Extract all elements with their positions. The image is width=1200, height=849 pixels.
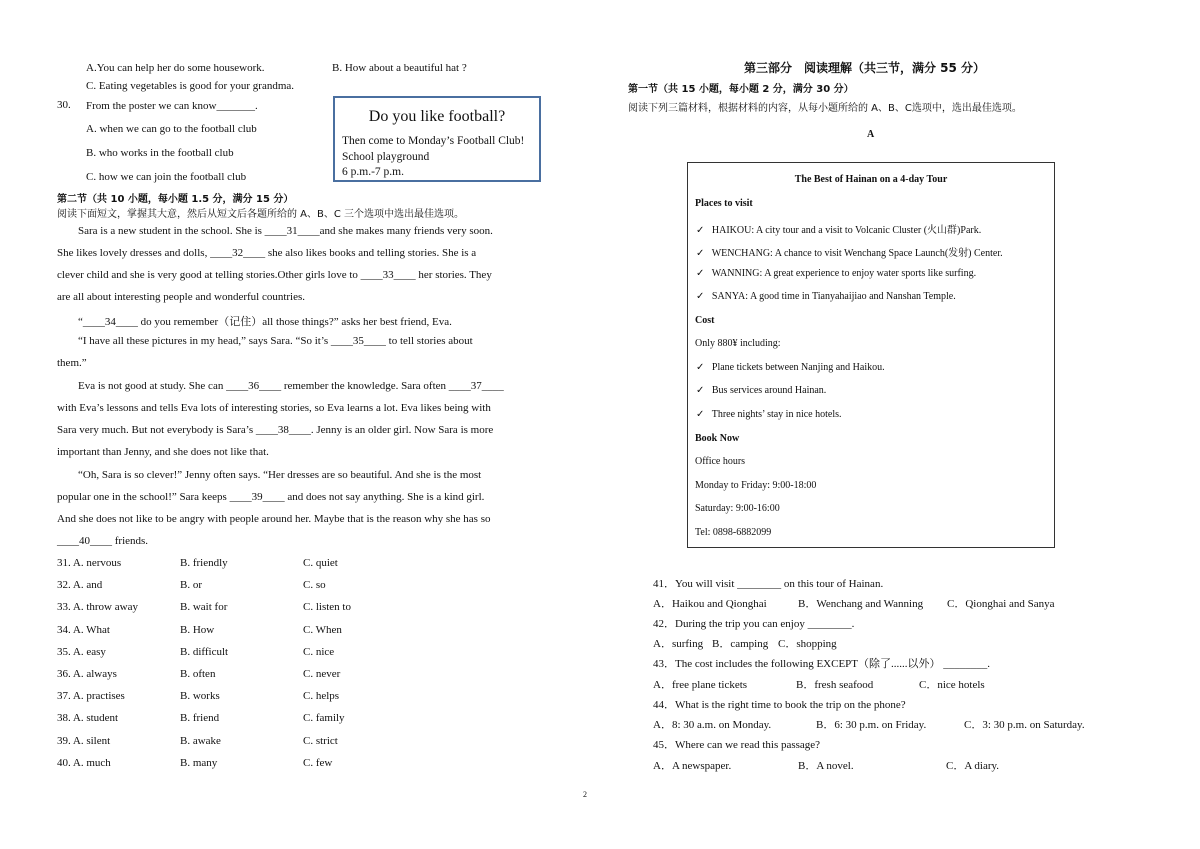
- option-c: C. nice: [303, 646, 335, 658]
- option-a: 37. A. practises: [57, 690, 125, 702]
- place-item: ✓ WANNING: A great experience to enjoy water sports like surfing.: [696, 268, 977, 279]
- question-option-c: C．3: 30 p.m. on Saturday.: [964, 719, 1085, 731]
- option-c: C. quiet: [303, 557, 338, 569]
- passage-line: “Oh, Sara is so clever!” Jenny often says. “Her dresses are so beautiful. And she is the most: [78, 469, 482, 481]
- part3-title: 第三部分 阅读理解（共三节，满分 55 分）: [744, 61, 986, 75]
- cost-line: Only 880¥ including:: [695, 338, 781, 349]
- check-icon: ✓: [696, 248, 705, 259]
- passage-line: important than Jenny, and she does not like that.: [57, 446, 269, 458]
- option-a: 39. A. silent: [57, 735, 111, 747]
- place-item: ✓ SANYA: A good time in Tianyahaijiao and Nanshan Temple.: [696, 291, 956, 302]
- passage-line: She likes lovely dresses and dolls, ____32____ she also likes books and telling stories. She is a: [57, 247, 477, 259]
- option-b: B. friendly: [180, 557, 228, 569]
- option-b: B. works: [180, 690, 220, 702]
- option-b: B. awake: [180, 735, 221, 747]
- q29-option-a: A.You can help her do some housework.: [86, 62, 265, 74]
- q29-option-c: C. Eating vegetables is good for your grandma.: [86, 80, 295, 92]
- option-b: B. wait for: [180, 601, 228, 613]
- option-b: B. difficult: [180, 646, 229, 658]
- option-a: 35. A. easy: [57, 646, 106, 658]
- question-option-c: C．Qionghai and Sanya: [947, 598, 1055, 610]
- section2-instruction: 阅读下面短文，掌握其大意，然后从短文后各题所给的 A、B、C 三个选项中选出最佳选项。: [57, 209, 465, 220]
- option-a: 32. A. and: [57, 579, 103, 591]
- poster-line-2: School playground: [342, 151, 430, 163]
- question-option-c: C．nice hotels: [919, 679, 985, 691]
- poster-title: Do you like football?: [368, 108, 506, 125]
- question-option-b: B．fresh seafood: [796, 679, 874, 691]
- include-item: ✓ Three nights’ stay in nice hotels.: [696, 409, 842, 420]
- places-heading: Places to visit: [695, 198, 753, 209]
- check-icon: ✓: [696, 362, 705, 373]
- page-number: 2: [583, 790, 587, 799]
- option-c: C. When: [303, 624, 342, 636]
- office-hours-label: Office hours: [695, 456, 746, 467]
- check-icon: ✓: [696, 225, 705, 236]
- check-icon: ✓: [696, 409, 705, 420]
- option-a: 40. A. much: [57, 757, 111, 769]
- question-option-b: B．Wenchang and Wanning: [798, 598, 924, 610]
- include-item: ✓ Plane tickets between Nanjing and Haikou.: [696, 362, 885, 373]
- option-b: B. many: [180, 757, 218, 769]
- passage-line: Sara is a new student in the school. She is ____31____and she makes many friends very soon.: [78, 225, 493, 237]
- place-item: ✓ WENCHANG: A chance to visit Wenchang Space Launch(发射) Center.: [696, 248, 1003, 259]
- q30-option-a: A. when we can go to the football club: [86, 123, 257, 135]
- question-option-b: B．A novel.: [798, 760, 854, 772]
- telephone: Tel: 0898-6882099: [695, 527, 772, 538]
- option-b: B. How: [180, 624, 215, 636]
- option-a: 33. A. throw away: [57, 601, 138, 613]
- q29-option-b: B. How about a beautiful hat ?: [332, 62, 467, 74]
- option-b: B. or: [180, 579, 202, 591]
- passage-line: them.”: [57, 357, 87, 369]
- weekday-hours: Monday to Friday: 9:00-18:00: [695, 480, 817, 491]
- football-poster: [333, 96, 541, 182]
- poster-line-3: 6 p.m.-7 p.m.: [342, 166, 404, 178]
- question-option-b: B．6: 30 p.m. on Friday.: [816, 719, 927, 731]
- passage-line: are all about interesting people and wonderful countries.: [57, 291, 306, 303]
- include-item: ✓ Bus services around Hainan.: [696, 385, 827, 396]
- book-heading: Book Now: [695, 433, 740, 444]
- question-option-c: C．A diary.: [946, 760, 1000, 772]
- passage-line: And she does not like to be angry with people around her. Maybe that is the reason why she has so: [57, 513, 491, 525]
- option-a: 31. A. nervous: [57, 557, 122, 569]
- q30-number: 30.: [57, 99, 71, 111]
- option-a: 36. A. always: [57, 668, 117, 680]
- option-a: 38. A. student: [57, 712, 119, 724]
- passage-line: Eva is not good at study. She can ____36____ remember the knowledge. Sara often ____37____: [78, 380, 504, 392]
- saturday-hours: Saturday: 9:00-16:00: [695, 503, 780, 514]
- place-item: ✓ HAIKOU: A city tour and a visit to Volcanic Cluster (火山群)Park.: [696, 225, 982, 236]
- option-c: C. never: [303, 668, 341, 680]
- check-icon: ✓: [696, 268, 705, 279]
- option-b: B. often: [180, 668, 216, 680]
- question-option-a: A．Haikou and Qionghai: [653, 598, 767, 610]
- section1-instruction: 阅读下列三篇材料，根据材料的内容，从每小题所给的 A、B、C选项中，选出最佳选项。: [628, 103, 1022, 114]
- option-c: C. few: [303, 757, 333, 769]
- question-option-a: A．free plane tickets: [653, 679, 748, 691]
- question-option-a: A．8: 30 a.m. on Monday.: [653, 719, 772, 731]
- question-stem: 42．During the trip you can enjoy ________.: [653, 618, 855, 630]
- check-icon: ✓: [696, 385, 705, 396]
- q30-option-c: C. how we can join the football club: [86, 171, 247, 183]
- section1-heading: 第一节（共 15 小题，每小题 2 分，满分 30 分）: [628, 84, 854, 95]
- option-c: C. family: [303, 712, 345, 724]
- question-stem: 43．The cost includes the following EXCEPT（除了......以外） ________.: [653, 658, 990, 670]
- section2-heading: 第二节（共 10 小题，每小题 1.5 分，满分 15 分）: [57, 194, 294, 205]
- tour-ad-box: [687, 162, 1055, 548]
- check-icon: ✓: [696, 291, 705, 302]
- option-c: C. so: [303, 579, 326, 591]
- passage-line: popular one in the school!” Sara keeps ____39____ and does not say anything. She is a kind girl.: [57, 491, 485, 503]
- question-stem: 45．Where can we read this passage?: [653, 739, 821, 751]
- passage-line: with Eva’s lessons and tells Eva lots of interesting stories, so Eva learns a lot. Eva likes being with: [57, 402, 491, 414]
- passage-line: clever child and she is very good at telling stories.Other girls love to ____33____ her stories. They: [57, 269, 492, 281]
- tour-title: The Best of Hainan on a 4-day Tour: [794, 174, 948, 185]
- question-option-b: B．camping: [712, 638, 769, 650]
- question-option-c: C．shopping: [778, 638, 837, 650]
- option-c: C. listen to: [303, 601, 351, 613]
- passage-line: Sara very much. But not everybody is Sara’s ____38____. Jenny is an older girl. Now Sara is more: [57, 424, 494, 436]
- passage-line: ____40____ friends.: [57, 535, 149, 547]
- cost-heading: Cost: [695, 315, 715, 326]
- q30-stem: From the poster we can know_______.: [86, 100, 258, 112]
- q30-option-b: B. who works in the football club: [86, 147, 234, 159]
- option-c: C. helps: [303, 690, 340, 702]
- question-option-a: A．surfing: [653, 638, 704, 650]
- question-option-a: A．A newspaper.: [653, 760, 732, 772]
- question-stem: 44．What is the right time to book the trip on the phone?: [653, 699, 906, 711]
- passage-line: “____34____ do you remember（记住）all those things?” asks her best friend, Eva.: [78, 316, 452, 328]
- passage-line: “I have all these pictures in my head,” says Sara. “So it’s ____35____ to tell stories about: [78, 335, 473, 347]
- poster-line-1: Then come to Monday’s Football Club!: [342, 135, 525, 147]
- option-a: 34. A. What: [57, 624, 110, 636]
- question-stem: 41．You will visit ________ on this tour of Hainan.: [653, 578, 884, 590]
- option-b: B. friend: [180, 712, 220, 724]
- passage-letter: A: [867, 129, 875, 140]
- option-c: C. strict: [303, 735, 338, 747]
